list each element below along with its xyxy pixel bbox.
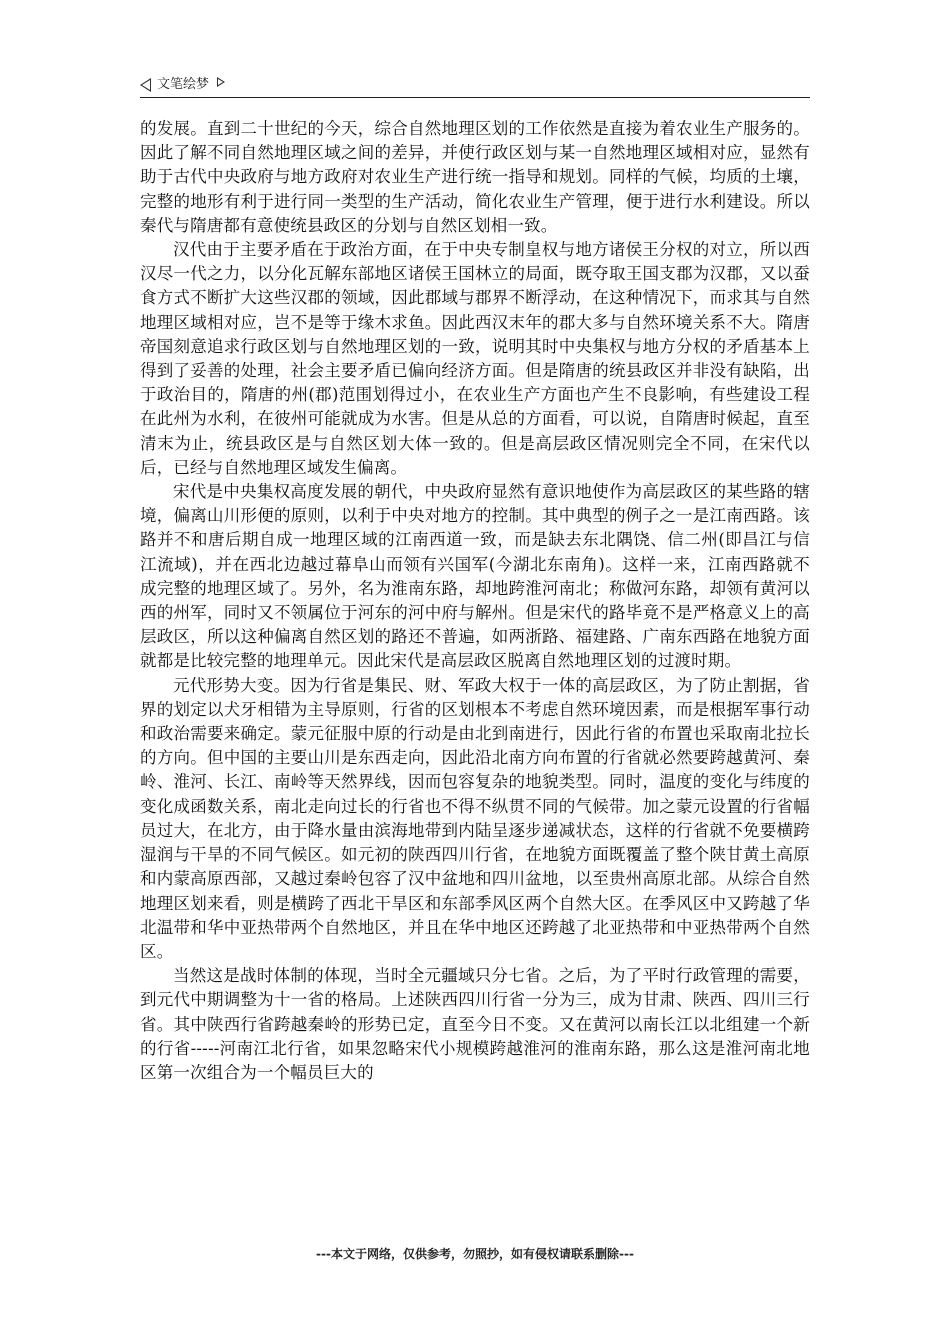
triangle-right-icon [217, 77, 225, 87]
paragraph-4: 元代形势大变。因为行省是集民、财、军政大权于一体的高层政区，为了防止割据，省界的划定以犬牙相错为主导原则，行省的区划根本不考虑自然环境因素，而是根据军事行动和政治需要来确定。蒙元征服中原的行动是由北到南进行，因此行省的布置也采取南北拉长的方向。但中国的主要山川是东西走向，因此沿北南方向布置的行省就必然要跨越黄河、秦岭、淮河、长江、南岭等天然界线，因而包容复杂的地貌类型。同时，温度的变化与纬度的变化成函数关系，南北走向过长的行省也不得不纵贯不同的气候带。加之蒙元设置的行省幅员过大，在北方，由于降水量由滨海地带到内陆呈逐步递减状态，这样的行省就不免要横跨湿润与干旱的不同气候区。如元初的陕西四川行省，在地貌方面既覆盖了整个陕甘黄土高原和内蒙高原西部，又越过秦岭包容了汉中盆地和四川盆地，以至贵州高原北部。从综合自然地理区划来看，则是横跨了西北干旱区和东部季风区两个自然大区。在季风区中又跨越了华北温带和华中亚热带两个自然地区，并且在华中地区还跨越了北亚热带和中亚热带两个自然区。 [140, 675, 810, 961]
paragraph-2: 汉代由于主要矛盾在于政治方面，在于中央专制皇权与地方诸侯王分权的对立，所以西汉尽一代之力，以分化瓦解东部地区诸侯王国林立的局面，既夺取王国支郡为汉郡，又以蚕食方式不断扩大这些汉郡的领域，因此郡域与郡界不断浮动，在这种情况下，而求其与自然地理区域相对应，岂不是等于缘木求鱼。因此西汉末年的郡大多与自然环境关系不大。隋唐帝国刻意追求行政区划与自然地理区划的一致，说明其时中央集权与地方分权的矛盾基本上得到了妥善的处理，社会主要矛盾已偏向经济方面。但是隋唐的统县政区并非没有缺陷，出于政治目的，隋唐的州(郡)范围划得过小，在农业生产方面也产生不良影响，有些建设工程在此州为水利，在彼州可能就成为水害。但是从总的方面看，可以说，自隋唐时候起，直至清末为止，统县政区是与自然区划大体一致的。但是高层政区情况则完全不同，在宋代以后，已经与自然地理区域发生偏离。 [140, 240, 810, 477]
header-title: 文笔绘梦 [157, 77, 210, 92]
header-divider [140, 97, 810, 98]
document-body [140, 117, 810, 1085]
triangle-left-icon [140, 78, 151, 92]
footer-disclaimer: ---本文于网络，仅供参考，勿照抄，如有侵权请联系删除--- [316, 1247, 634, 1261]
paragraph-5: 当然这是战时体制的体现，当时全元疆域只分七省。之后，为了平时行政管理的需要，到元代中期调整为十一省的格局。上述陕西四川行省一分为三，成为甘肃、陕西、四川三行省。其中陕西行省跨越秦岭的形势已定，直至今日不变。又在黄河以南长江以北组建一个新的行省-----河南江北行省，如果忽略宋代小规模跨越淮河的淮南东路，那么这是淮河南北地区第一次组合为一个幅员巨大的 [140, 966, 810, 1082]
page-header [140, 74, 810, 96]
paragraph-1: 的发展。直到二十世纪的今天，综合自然地理区划的工作依然是直接为着农业生产服务的。因此了解不同自然地理区域之间的差异，并使行政区划与某一自然地理区域相对应，显然有助于古代中央政府与地方政府对农业生产进行统一指导和规划。同样的气候，均质的土壤，完整的地形有利于进行同一类型的生产活动，简化农业生产管理，便于进行水利建设。所以秦代与隋唐都有意使统县政区的分划与自然区划相一致。 [140, 119, 810, 235]
paragraph-3: 宋代是中央集权高度发展的朝代，中央政府显然有意识地使作为高层政区的某些路的辖境，偏离山川形便的原则，以利于中央对地方的控制。其中典型的例子之一是江南西路。该路并不和唐后期自成一地理区域的江南西道一致，而是缺去东北隅饶、信二州(即昌江与信江流域)，并在西北边越过幕阜山而领有兴国军(今湖北东南角)。这样一来，江南西路就不成完整的地理区域了。另外，名为淮南东路，却地跨淮河南北；称做河东路，却领有黄河以西的州军，同时又不领属位于河东的河中府与解州。但是宋代的路毕竟不是严格意义上的高层政区，所以这种偏离自然区划的路还不普遍，如两浙路、福建路、广南东西路在地貌方面就都是比较完整的地理单元。因此宋代是高层政区脱离自然地理区划的过渡时期。 [140, 482, 810, 671]
